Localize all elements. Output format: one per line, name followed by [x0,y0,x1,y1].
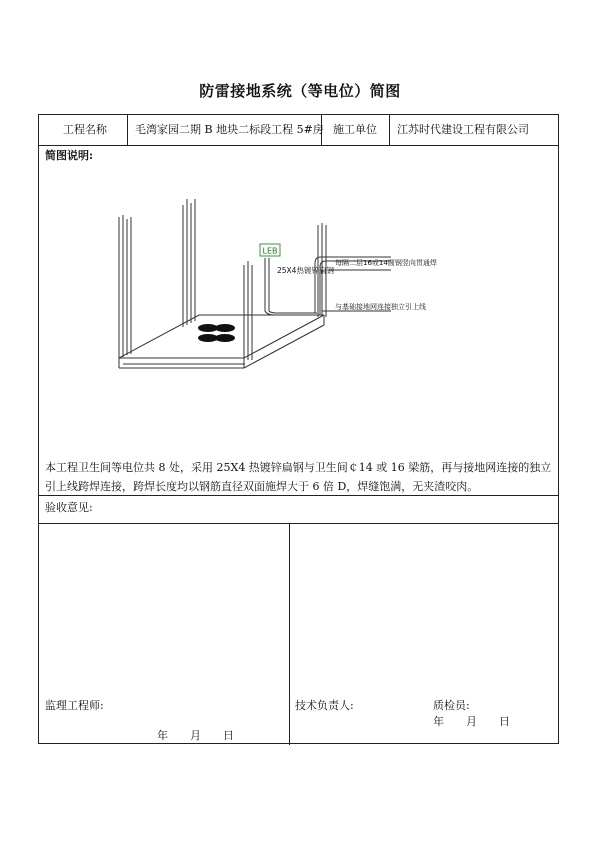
column-back-left [183,199,195,327]
project-name-value: 毛湾家园二期 B 地块二标段工程 5#房 [135,123,324,136]
floor-drains [198,324,235,342]
contractor-value: 江苏时代建设工程有限公司 [397,123,529,136]
callout-strip: 25X4热镀锌扁钢 [277,266,334,275]
form-table [38,114,559,744]
tech-lead-label: 技术负责人: [295,699,354,712]
row-divider [39,145,558,146]
inspector-label: 质检员: [433,699,470,712]
project-name-label: 工程名称 [63,123,107,136]
column-front [244,261,252,360]
acceptance-heading: 验收意见: [45,501,93,514]
equipotential-diagram [39,165,558,495]
page-title: 防雷接地系统（等电位）简图 [199,82,401,100]
col-divider [289,523,290,745]
diagram-heading: 简图说明: [45,149,94,162]
row-divider [39,523,558,524]
callout-top: 每隔二层16或14圆钢竖向贯通焊 [335,259,437,267]
contractor-label: 施工单位 [333,123,377,136]
inspector-date: 年 月 日 [433,715,510,728]
supervisor-date: 年 月 日 [157,729,234,742]
col-divider [389,115,390,145]
supervisor-label: 监理工程师: [45,699,104,712]
diagram-description: 本工程卫生间等电位共 8 处，采用 25X4 热镀锌扁钢与卫生间￠14 或 16 梁筋，再与接地网连接的独立引上线跨焊连接，跨焊长度均以钢筋直径双面施焊大于 6 倍 D，焊缝饱满，无夹渣咬肉。 [45,461,552,493]
column-left [119,215,131,358]
col-divider [127,115,128,145]
callout-bottom: 与基础接地网连接独立引上线 [335,303,426,311]
leb-tag: LEB [262,246,278,256]
